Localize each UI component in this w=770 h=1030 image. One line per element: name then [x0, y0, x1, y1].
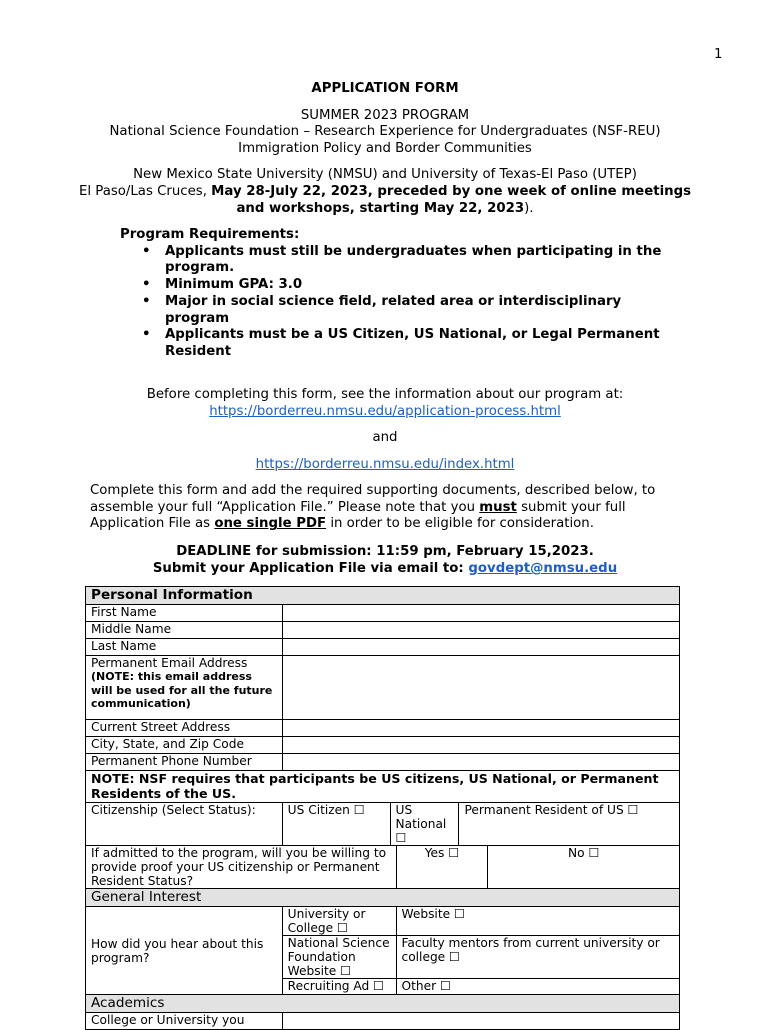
dates-text-cont: and workshops, starting May 22, 2023: [236, 201, 525, 216]
citizenship-label: Citizenship (Select Status):: [86, 803, 283, 846]
phone-field[interactable]: [282, 754, 679, 771]
requirement-text: Major in social science field, related area or interdisciplinary program: [165, 293, 622, 326]
requirement-item: [120, 327, 680, 360]
dates-suffix: ).: [524, 201, 534, 216]
recruiting-ad-checkbox[interactable]: Recruiting Ad ☐: [282, 979, 396, 995]
requirements-heading: Program Requirements:: [120, 227, 300, 242]
universities: New Mexico State University (NMSU) and University of Texas-El Paso (UTEP): [133, 167, 637, 182]
bullet-icon: •: [142, 243, 151, 259]
application-process-link[interactable]: https://borderreu.nmsu.edu/application-process.html: [209, 404, 561, 419]
requirement-item: [120, 244, 680, 277]
instructions-text-2: submit your full Application File as: [90, 499, 626, 532]
personal-info-heading: Personal Information: [86, 587, 680, 605]
requirement-item: [120, 277, 680, 294]
requirements-list: [120, 244, 680, 361]
program-topic: Immigration Policy and Border Communities: [238, 141, 532, 156]
academics-heading: Academics: [86, 995, 680, 1013]
first-name-field[interactable]: [282, 605, 679, 622]
proof-no-checkbox[interactable]: No ☐: [488, 846, 680, 889]
email-label: Permanent Email Address: [91, 656, 248, 670]
other-checkbox[interactable]: Other ☐: [396, 979, 679, 995]
hear-question: How did you hear about this program?: [86, 907, 283, 995]
program-dates: [0, 183, 770, 200]
last-name-label: Last Name: [86, 639, 283, 656]
bullet-icon: •: [142, 293, 151, 309]
last-name-field[interactable]: [282, 639, 679, 656]
email-note: (NOTE: this email address will be used for all the future communication): [91, 670, 273, 710]
faculty-mentors-checkbox[interactable]: Faculty mentors from current university or college ☐: [396, 936, 679, 979]
deadline-text: DEADLINE for submission: 11:59 pm, February 15,2023.: [176, 544, 594, 559]
us-national-checkbox[interactable]: US National ☐: [390, 803, 459, 846]
program-index-link[interactable]: https://borderreu.nmsu.edu/index.html: [255, 457, 515, 472]
first-name-label: First Name: [86, 605, 283, 622]
proof-yes-checkbox[interactable]: Yes ☐: [396, 846, 488, 889]
street-label: Current Street Address: [86, 720, 283, 737]
requirement-item: [120, 294, 680, 327]
instructions-text-3: in order to be eligible for consideration.: [326, 516, 594, 532]
application-table: [85, 586, 680, 1030]
submit-text: Submit your Application File via email to:: [152, 561, 469, 576]
single-pdf-text: one single PDF: [214, 516, 327, 532]
program-requirements: [120, 227, 680, 361]
us-citizen-checkbox[interactable]: US Citizen ☐: [282, 803, 390, 846]
submit-line: [0, 560, 770, 577]
program-name: SUMMER 2023 PROGRAM: [300, 108, 470, 123]
college-field[interactable]: [282, 1013, 679, 1030]
requirement-text: Applicants must be a US Citizen, US National, or Legal Permanent Resident: [165, 327, 660, 359]
instructions-text: Complete this form and add the required supporting documents, described below, to assemble your full “Application File.” Please note that you: [90, 483, 656, 515]
email-field[interactable]: [282, 656, 679, 720]
info-text: Before completing this form, see the information about our program at:: [146, 387, 624, 402]
bullet-icon: •: [142, 327, 151, 343]
university-college-checkbox[interactable]: University or College ☐: [282, 907, 396, 936]
email-link[interactable]: govdept@nmsu.edu: [468, 561, 618, 576]
nsf-website-checkbox[interactable]: National Science Foundation Website ☐: [282, 936, 396, 979]
requirement-text: Applicants must still be undergraduates when participating in the program.: [165, 243, 662, 276]
street-field[interactable]: [282, 720, 679, 737]
info-link-row-2: [0, 456, 770, 473]
college-label: College or University you: [86, 1013, 283, 1030]
bullet-icon: •: [142, 277, 151, 293]
and-text: and: [372, 430, 398, 445]
email-label-cell: [86, 656, 283, 720]
info-link-row: [0, 403, 770, 420]
dates-text: May 28-July 22, 2023, preceded by one week of online meetings: [211, 184, 692, 199]
form-title: APPLICATION FORM: [311, 81, 459, 96]
requirement-text: Minimum GPA: 3.0: [165, 277, 303, 293]
phone-label: Permanent Phone Number: [86, 754, 283, 771]
city-field[interactable]: [282, 737, 679, 754]
location-text: El Paso/Las Cruces,: [78, 184, 212, 199]
permanent-resident-checkbox[interactable]: Permanent Resident of US ☐: [459, 803, 680, 846]
nsf-note: NOTE: NSF requires that participants be US citizens, US National, or Permanent Residents of the US.: [86, 771, 680, 803]
middle-name-field[interactable]: [282, 622, 679, 639]
proof-question: If admitted to the program, will you be willing to provide proof your US citizenship or Permanent Resident Status?: [86, 846, 397, 889]
page-number: 1: [714, 47, 723, 62]
city-label: City, State, and Zip Code: [86, 737, 283, 754]
program-dates-cont: [0, 200, 770, 217]
website-checkbox[interactable]: Website ☐: [396, 907, 679, 936]
general-interest-heading: General Interest: [86, 889, 680, 907]
instructions-paragraph: [90, 483, 690, 533]
foundation-name: National Science Foundation – Research Experience for Undergraduates (NSF-REU): [109, 124, 661, 139]
middle-name-label: Middle Name: [86, 622, 283, 639]
must-text: must: [479, 499, 517, 515]
